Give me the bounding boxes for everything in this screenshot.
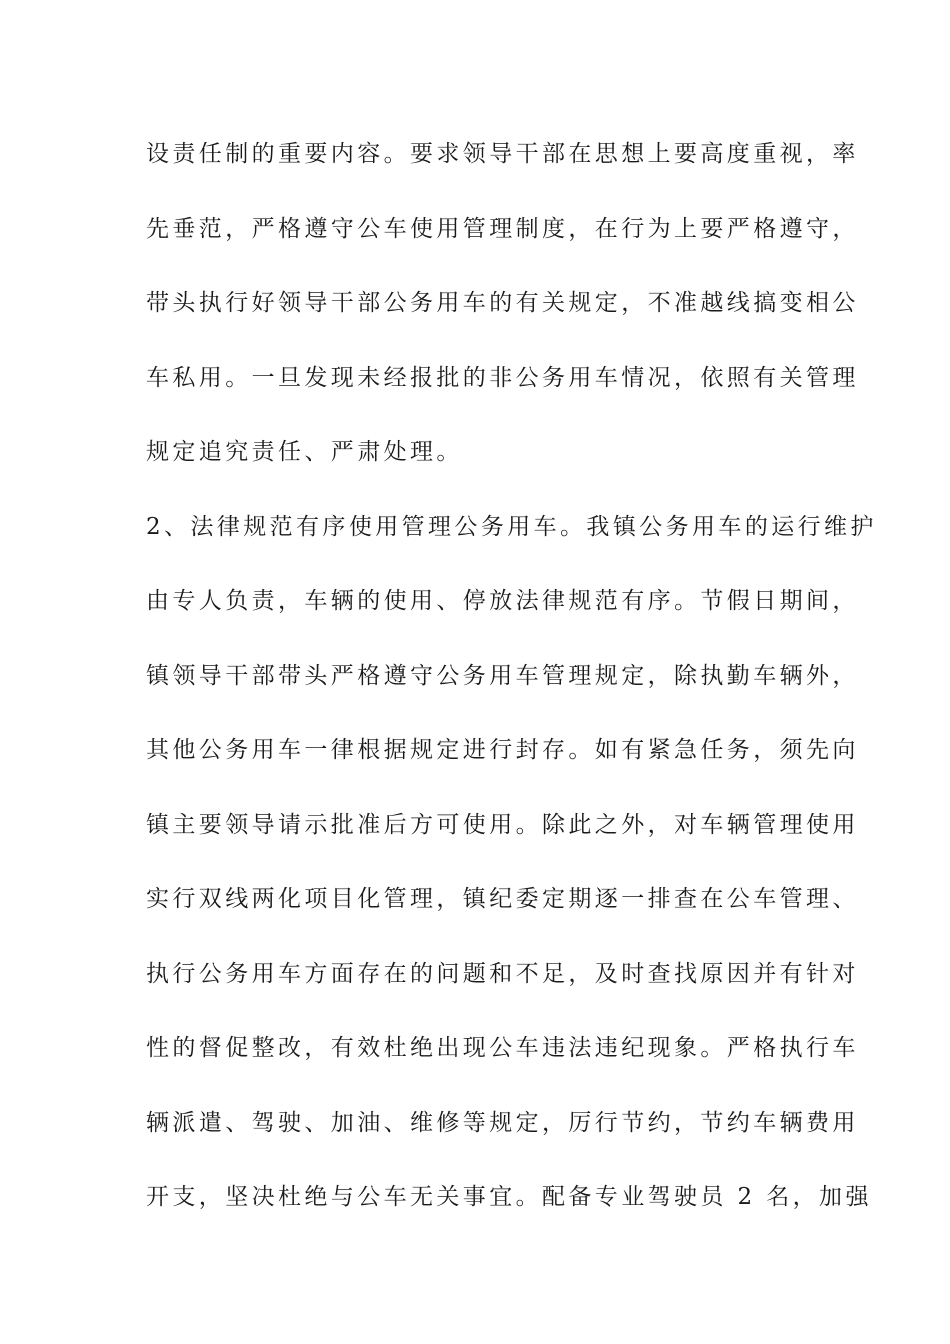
text-line: 性的督促整改，有效杜绝出现公车违法违纪现象。严格执行车: [146, 1035, 859, 1061]
text-line: 其他公务用车一律根据规定进行封存。如有紧急任务，须先向: [146, 737, 859, 763]
text-line: 车私用。一旦发现未经报批的非公务用车情况，依照有关管理: [146, 364, 859, 391]
text-line: 执行公务用车方面存在的问题和不足，及时查找原因并有针对: [146, 960, 859, 987]
text-line: 2、法律规范有序使用管理公务用车。我镇公务用车的运行维护: [146, 513, 877, 540]
text-line: 镇主要领导请示批准后方可使用。除此之外，对车辆管理使用: [146, 811, 859, 838]
body-text: [146, 132, 877, 1250]
text-line: 开支，坚决杜绝与公车无关事宜。配备专业驾驶员 2 名，加强: [146, 1184, 872, 1210]
text-line: 设责任制的重要内容。要求领导干部在思想上要高度重视，率: [146, 141, 859, 167]
text-line: 由专人负责，车辆的使用、停放法律规范有序。节假日期间，: [146, 588, 859, 614]
text-line: 镇领导干部带头严格遵守公务用车管理规定，除执勤车辆外，: [146, 662, 859, 689]
text-line: 先垂范，严格遵守公车使用管理制度，在行为上要严格遵守，: [146, 215, 859, 242]
text-line: 规定追究责任、严肃处理。: [146, 439, 463, 465]
text-line: 辆派遣、驾驶、加油、维修等规定，厉行节约，节约车辆费用: [146, 1109, 859, 1136]
text-line: 带头执行好领导干部公务用车的有关规定，不准越线搞变相公: [146, 290, 859, 316]
text-line: 实行双线两化项目化管理，镇纪委定期逐一排查在公车管理、: [146, 886, 859, 912]
